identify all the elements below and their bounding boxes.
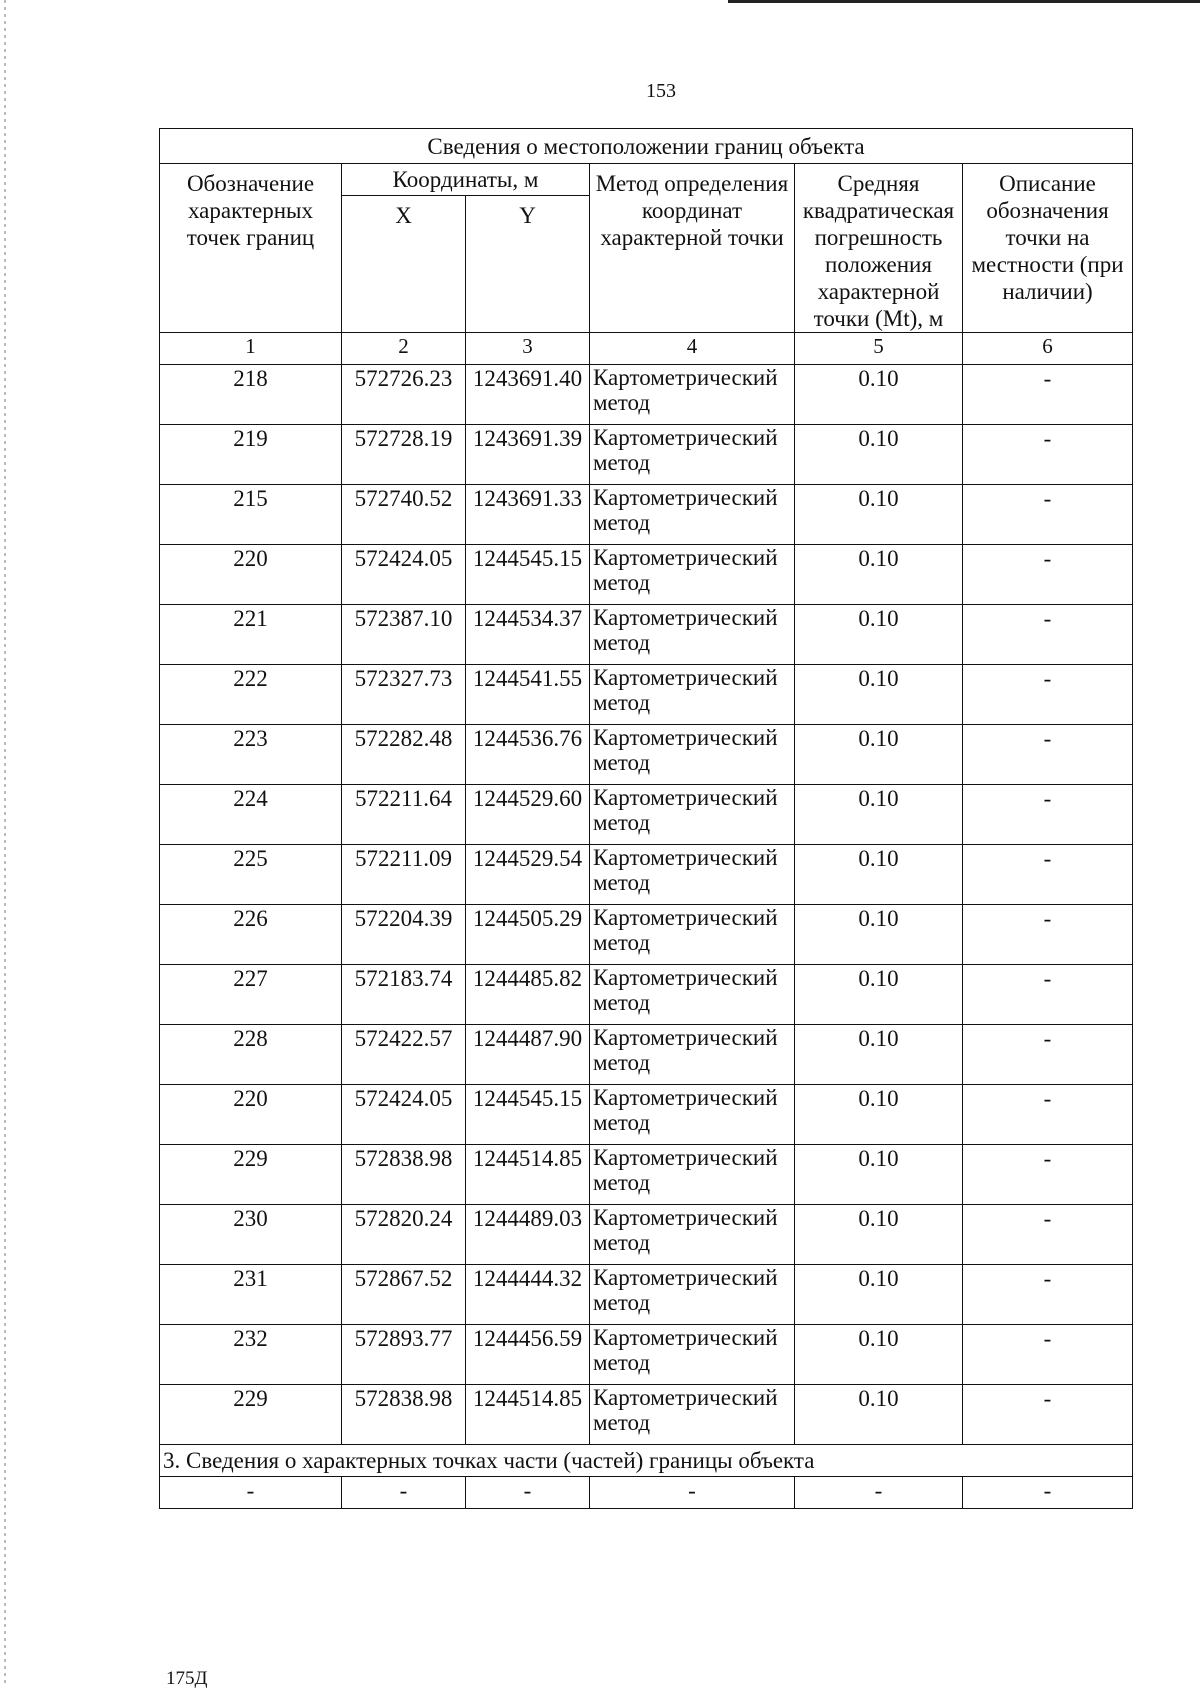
table-row — [160, 965, 1133, 1025]
method-cell: Картометрический метод — [590, 425, 795, 485]
x-coordinate-cell: 572867.52 — [342, 1265, 466, 1325]
header-coordinates: Координаты, м — [342, 164, 590, 196]
table-row — [160, 365, 1133, 425]
method-cell: Картометрический метод — [590, 1025, 795, 1085]
page-number: 153 — [646, 80, 676, 102]
error-cell: 0.10 — [795, 545, 963, 605]
x-coordinate-cell: 572893.77 — [342, 1325, 466, 1385]
point-cell: 224 — [160, 785, 342, 845]
method-cell: Картометрический метод — [590, 1385, 795, 1445]
table-row — [160, 1385, 1133, 1445]
point-cell: 227 — [160, 965, 342, 1025]
point-cell: 228 — [160, 1025, 342, 1085]
error-cell: 0.10 — [795, 1325, 963, 1385]
footer-code: 175Д — [166, 1668, 208, 1689]
empty-cell: - — [963, 1477, 1133, 1509]
method-cell: Картометрический метод — [590, 845, 795, 905]
header-y: Y — [466, 195, 590, 332]
point-cell: 220 — [160, 545, 342, 605]
point-cell: 219 — [160, 425, 342, 485]
column-numbers-row — [160, 333, 1133, 365]
x-coordinate-cell: 572838.98 — [342, 1385, 466, 1445]
method-cell: Картометрический метод — [590, 1265, 795, 1325]
y-coordinate-cell: 1244534.37 — [466, 605, 590, 665]
header-description: Описание обозначения точки на местности (при наличии) — [963, 164, 1133, 333]
empty-cell: - — [342, 1477, 466, 1509]
y-coordinate-cell: 1244505.29 — [466, 905, 590, 965]
description-cell: - — [963, 1025, 1133, 1085]
boundary-coordinates-table — [159, 128, 1133, 1509]
table-title-row — [160, 129, 1133, 164]
table-row — [160, 1145, 1133, 1205]
method-cell: Картометрический метод — [590, 905, 795, 965]
section3-empty-row — [160, 1477, 1133, 1509]
point-cell: 215 — [160, 485, 342, 545]
description-cell: - — [963, 1265, 1133, 1325]
error-cell: 0.10 — [795, 485, 963, 545]
y-coordinate-cell: 1244485.82 — [466, 965, 590, 1025]
x-coordinate-cell: 572728.19 — [342, 425, 466, 485]
y-coordinate-cell: 1244487.90 — [466, 1025, 590, 1085]
error-cell: 0.10 — [795, 1145, 963, 1205]
point-cell: 229 — [160, 1145, 342, 1205]
x-coordinate-cell: 572327.73 — [342, 665, 466, 725]
column-number: 3 — [466, 333, 590, 365]
y-coordinate-cell: 1244514.85 — [466, 1385, 590, 1445]
column-number: 5 — [795, 333, 963, 365]
description-cell: - — [963, 1145, 1133, 1205]
point-cell: 221 — [160, 605, 342, 665]
point-cell: 220 — [160, 1085, 342, 1145]
table-row — [160, 785, 1133, 845]
y-coordinate-cell: 1244489.03 — [466, 1205, 590, 1265]
description-cell: - — [963, 785, 1133, 845]
x-coordinate-cell: 572387.10 — [342, 605, 466, 665]
section3-title: 3. Сведения о характерных точках части (частей) границы объекта — [160, 1445, 1133, 1477]
column-number: 6 — [963, 333, 1133, 365]
method-cell: Картометрический метод — [590, 1325, 795, 1385]
y-coordinate-cell: 1244514.85 — [466, 1145, 590, 1205]
description-cell: - — [963, 1385, 1133, 1445]
y-coordinate-cell: 1244444.32 — [466, 1265, 590, 1325]
x-coordinate-cell: 572726.23 — [342, 365, 466, 425]
error-cell: 0.10 — [795, 845, 963, 905]
x-coordinate-cell: 572740.52 — [342, 485, 466, 545]
description-cell: - — [963, 605, 1133, 665]
table-row — [160, 725, 1133, 785]
table-row — [160, 845, 1133, 905]
point-cell: 230 — [160, 1205, 342, 1265]
method-cell: Картометрический метод — [590, 545, 795, 605]
y-coordinate-cell: 1244545.15 — [466, 1085, 590, 1145]
method-cell: Картометрический метод — [590, 1145, 795, 1205]
error-cell: 0.10 — [795, 1205, 963, 1265]
error-cell: 0.10 — [795, 905, 963, 965]
table-row — [160, 605, 1133, 665]
table-title: Сведения о местоположении границ объекта — [160, 129, 1133, 164]
x-coordinate-cell: 572211.64 — [342, 785, 466, 845]
data-rows — [160, 365, 1133, 1445]
error-cell: 0.10 — [795, 425, 963, 485]
description-cell: - — [963, 485, 1133, 545]
x-coordinate-cell: 572424.05 — [342, 1085, 466, 1145]
error-cell: 0.10 — [795, 785, 963, 845]
header-x: X — [342, 195, 466, 332]
y-coordinate-cell: 1244541.55 — [466, 665, 590, 725]
method-cell: Картометрический метод — [590, 665, 795, 725]
header-method: Метод определения координат характерной точки — [590, 164, 795, 333]
description-cell: - — [963, 545, 1133, 605]
point-cell: 225 — [160, 845, 342, 905]
point-cell: 231 — [160, 1265, 342, 1325]
description-cell: - — [963, 965, 1133, 1025]
x-coordinate-cell: 572183.74 — [342, 965, 466, 1025]
y-coordinate-cell: 1243691.33 — [466, 485, 590, 545]
method-cell: Картометрический метод — [590, 365, 795, 425]
error-cell: 0.10 — [795, 665, 963, 725]
method-cell: Картометрический метод — [590, 485, 795, 545]
x-coordinate-cell: 572211.09 — [342, 845, 466, 905]
description-cell: - — [963, 725, 1133, 785]
y-coordinate-cell: 1244456.59 — [466, 1325, 590, 1385]
column-number: 2 — [342, 333, 466, 365]
error-cell: 0.10 — [795, 1385, 963, 1445]
method-cell: Картометрический метод — [590, 965, 795, 1025]
point-cell: 229 — [160, 1385, 342, 1445]
y-coordinate-cell: 1244536.76 — [466, 725, 590, 785]
table-row — [160, 1025, 1133, 1085]
x-coordinate-cell: 572424.05 — [342, 545, 466, 605]
y-coordinate-cell: 1244529.60 — [466, 785, 590, 845]
table-row — [160, 905, 1133, 965]
x-coordinate-cell: 572838.98 — [342, 1145, 466, 1205]
header-point: Обозначение характерных точек границ — [160, 164, 342, 333]
table-row — [160, 1205, 1133, 1265]
table-row — [160, 1265, 1133, 1325]
y-coordinate-cell: 1244545.15 — [466, 545, 590, 605]
error-cell: 0.10 — [795, 1025, 963, 1085]
x-coordinate-cell: 572820.24 — [342, 1205, 466, 1265]
error-cell: 0.10 — [795, 365, 963, 425]
empty-cell: - — [160, 1477, 342, 1509]
column-number: 4 — [590, 333, 795, 365]
y-coordinate-cell: 1243691.39 — [466, 425, 590, 485]
method-cell: Картометрический метод — [590, 1205, 795, 1265]
x-coordinate-cell: 572282.48 — [342, 725, 466, 785]
header-row — [160, 164, 1133, 196]
point-cell: 223 — [160, 725, 342, 785]
table-row — [160, 485, 1133, 545]
point-cell: 222 — [160, 665, 342, 725]
description-cell: - — [963, 665, 1133, 725]
empty-cell: - — [795, 1477, 963, 1509]
description-cell: - — [963, 905, 1133, 965]
y-coordinate-cell: 1244529.54 — [466, 845, 590, 905]
table-row — [160, 1085, 1133, 1145]
description-cell: - — [963, 1085, 1133, 1145]
method-cell: Картометрический метод — [590, 725, 795, 785]
error-cell: 0.10 — [795, 1265, 963, 1325]
error-cell: 0.10 — [795, 725, 963, 785]
error-cell: 0.10 — [795, 1085, 963, 1145]
method-cell: Картометрический метод — [590, 785, 795, 845]
point-cell: 232 — [160, 1325, 342, 1385]
method-cell: Картометрический метод — [590, 1085, 795, 1145]
method-cell: Картометрический метод — [590, 605, 795, 665]
section3-row — [160, 1445, 1133, 1477]
point-cell: 218 — [160, 365, 342, 425]
description-cell: - — [963, 845, 1133, 905]
y-coordinate-cell: 1243691.40 — [466, 365, 590, 425]
x-coordinate-cell: 572204.39 — [342, 905, 466, 965]
description-cell: - — [963, 1205, 1133, 1265]
x-coordinate-cell: 572422.57 — [342, 1025, 466, 1085]
table-row — [160, 1325, 1133, 1385]
header-error: Средняя квадратическая погрешность положения характерной точки (Mt), м — [795, 164, 963, 333]
error-cell: 0.10 — [795, 605, 963, 665]
empty-cell: - — [590, 1477, 795, 1509]
error-cell: 0.10 — [795, 965, 963, 1025]
top-edge-rule — [728, 0, 1200, 3]
empty-cell: - — [466, 1477, 590, 1509]
table-row — [160, 545, 1133, 605]
description-cell: - — [963, 425, 1133, 485]
table-row — [160, 425, 1133, 485]
scan-left-edge — [4, 0, 6, 1686]
description-cell: - — [963, 365, 1133, 425]
table-row — [160, 665, 1133, 725]
column-number: 1 — [160, 333, 342, 365]
point-cell: 226 — [160, 905, 342, 965]
description-cell: - — [963, 1325, 1133, 1385]
